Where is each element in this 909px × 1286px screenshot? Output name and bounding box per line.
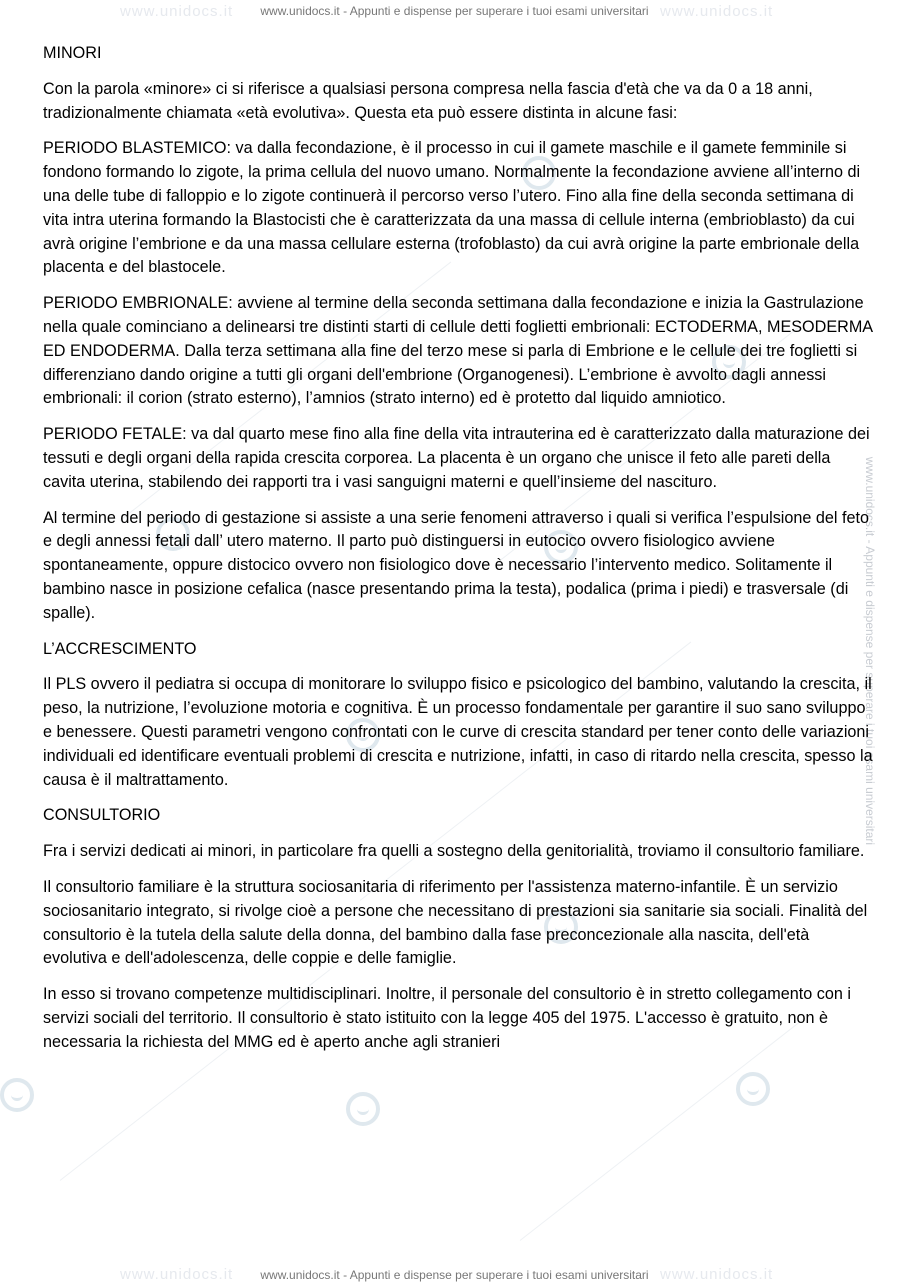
paragraph-pls: Il PLS ovvero il pediatra si occupa di monitorare lo sviluppo fisico e psicologico del bambino, valutando la crescita, il peso, la nutrizione, l’evoluzione motoria e cognitiva. È un processo fondamentale per garantire il suo sano sviluppo e benessere. Questi parametri vengono confrontati con le curve di crescita standard per tener conto delle variazioni individuali ed identificare eventuali problemi di crescita e nutrizione, infatti, in caso di ritardo nella crescita, spesso la causa è il maltrattamento. [43, 675, 873, 789]
ghost-watermark-bottom: www.unidocs.it [120, 1266, 234, 1283]
paragraph-periodo-embrionale: PERIODO EMBRIONALE: avviene al termine della seconda settimana dalla fecondazione e inizia la Gastrulazione nella quale cominciano a delinearsi tre distinti starti di cellule detti foglietti embrionali: ECTODERMA, MESODERMA ED ENDODERMA. Dalla terza settimana alla fine del terzo mese si parla di Embrione e le cellule dei tre foglietti si differenziano dando origine a tutti gli organi dell'embrione (Organogenesi). L’embrione è avvolto dagli annessi embrionali: il corion (strato esterno), l’amnios (strato interno) ed è protetto dal liquido amniotico. [43, 294, 873, 408]
unidocs-logo-icon [736, 1072, 770, 1106]
paragraph-consultorio: Il consultorio familiare è la struttura sociosanitaria di riferimento per l'assistenza materno-infantile. È un servizio sociosanitario integrato, si rivolge cioè a persone che necessitano di prestazioni sia sanitarie sia sociali. Finalità del consultorio è la tutela della salute della donna, del bambino dalla fase preconcezionale alla nascita, dell'età evolutiva e dell'adolescenza, delle coppie e delle famiglie. [43, 877, 868, 968]
paragraph-periodo-fetale: PERIODO FETALE: va dal quarto mese fino alla fine della vita intrauterina ed è caratterizzato dalla maturazione dei tessuti e degli organi della rapida crescita corporea. La placenta è un organo che unisce il feto alle pareti della cavita uterina, stabilendo dei rapporti tra i vasi sanguigni materni e quell’insieme del nascituro. [43, 425, 870, 491]
right-side-watermark: www.unidocs.it - Appunti e dispense per superare i tuoi esami universitari [863, 456, 878, 846]
top-watermark: www.unidocs.it - Appunti e dispense per superare i tuoi esami universitari [260, 4, 649, 18]
ghost-watermark-top-right: www.unidocs.it [660, 3, 774, 20]
ghost-watermark-top: www.unidocs.it [120, 3, 234, 20]
paragraph-periodo-blastemico: PERIODO BLASTEMICO: va dalla fecondazione, è il processo in cui il gamete maschile e il gamete femminile si fondono formando lo zigote, la prima cellula del nuovo umano. Normalmente la fecondazione avviene all’interno di una delle tube di falloppio e lo zigote continuerà il percorso verso l’utero. Fino alla fine della seconda settimana di vita intra uterina formando la Blastocisti che è caratterizzata da una massa di cellule interna (embrioblasto) da cui avrà origine l’embrione e da una massa cellulare esterna (trofoblasto) da cui avrà origine la parte embrionale della placenta e del blastocele. [43, 139, 861, 277]
ghost-watermark-bottom-right: www.unidocs.it [660, 1266, 774, 1283]
bottom-watermark: www.unidocs.it - Appunti e dispense per superare i tuoi esami universitari [260, 1268, 649, 1282]
heading-minori: MINORI [43, 44, 102, 62]
document-body [43, 42, 873, 1066]
heading-accrescimento: L’ACCRESCIMENTO [43, 639, 197, 658]
unidocs-logo-icon [346, 1092, 380, 1126]
paragraph-servizi: Fra i servizi dedicati ai minori, in particolare fra quelli a sostegno della genitorialità, troviamo il consultorio familiare. [43, 842, 865, 861]
paragraph-intro: Con la parola «minore» ci si riferisce a qualsiasi persona compresa nella fascia d'età che va da 0 a 18 anni, tradizionalmente chiamata «età evolutiva». Questa eta può essere distinta in alcune fasi: [43, 79, 813, 122]
paragraph-competenze: In esso si trovano competenze multidisciplinari. Inoltre, il personale del consultorio è in stretto collegamento con i servizi sociali del territorio. Il consultorio è stato istituito con la legge 405 del 1975. L'accesso è gratuito, non è necessaria la richiesta del MMG ed è aperto anche agli stranieri [43, 985, 851, 1051]
unidocs-logo-icon [0, 1078, 34, 1112]
paragraph-gestazione: Al termine del periodo di gestazione si assiste a una serie fenomeni attraverso i quali si verifica l’espulsione del feto e degli annessi fetali dall’ utero materno. Il parto può distinguersi in eutocico ovvero fisiologico avviene spontaneamente, oppure distocico ovvero non fisiologico dove è necessario l’intervento medico. Solitamente il bambino nasce in posizione cefalica (nasce presentando prima la testa), podalica (prima i piedi) e trasversale (di spalle). [43, 508, 870, 622]
heading-consultorio: CONSULTORIO [43, 806, 161, 825]
